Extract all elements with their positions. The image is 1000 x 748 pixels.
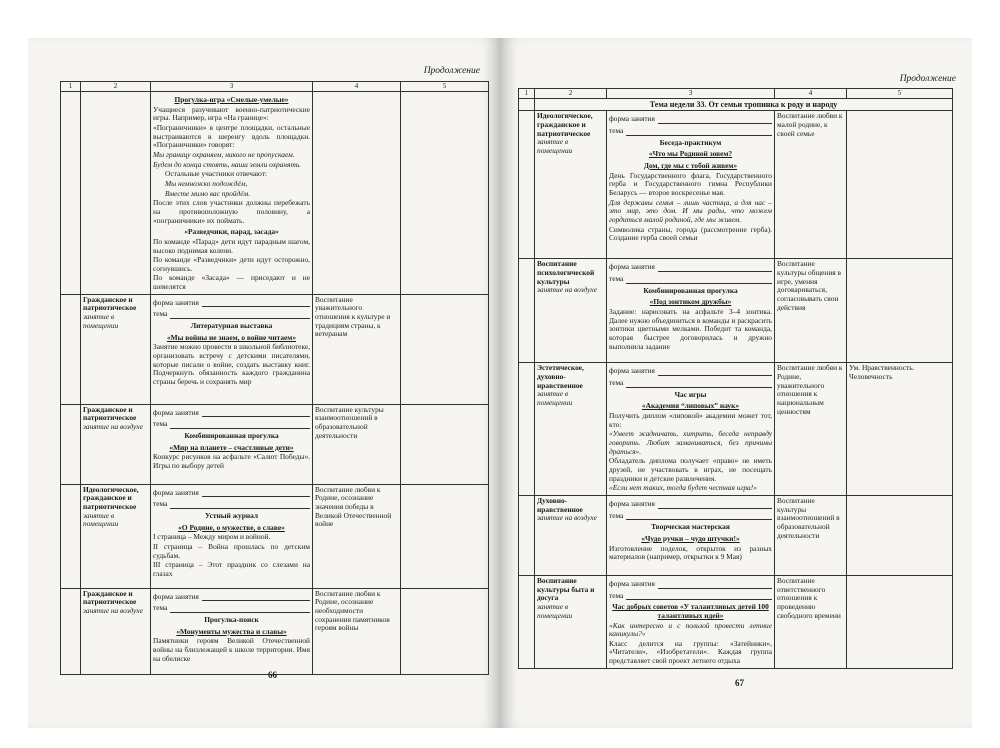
- theme-label: тема: [609, 378, 624, 388]
- fill-line: [626, 276, 772, 284]
- lesson-type: занятие в помещении: [537, 137, 573, 155]
- activity-cell: [151, 404, 313, 484]
- goal-cell: Воспитание культуры общения в игре, умения договариваться, согласовывать свои действия: [775, 259, 847, 363]
- fill-line: [626, 128, 772, 136]
- activity-cell: [607, 111, 775, 259]
- fill-line: [658, 501, 772, 509]
- activity-title: Литературная выставка: [190, 321, 273, 331]
- fill-line: [626, 592, 772, 600]
- week-theme: Тема недели 33. От семьи тропинка к роду и народу: [535, 99, 953, 111]
- left-page: [28, 38, 500, 728]
- direction-cell: [81, 484, 151, 588]
- table-row: [61, 294, 489, 404]
- goal-cell: Воспитание ответственного отношения к проведению свободного времени: [775, 575, 847, 668]
- activity-body: Конкурс рисунков на асфальте «Салют Победы». Игры по выбору детей: [153, 452, 310, 471]
- direction-label: Воспитание культуры быта и досуга: [537, 575, 595, 603]
- book-spread: [28, 38, 972, 728]
- theme-label: тема: [609, 274, 624, 284]
- form-label: форма занятия: [153, 407, 199, 417]
- activity-body: Получить диплом «липовой» академии может тот, кто:: [609, 410, 772, 429]
- continuation-label: Продолжение: [423, 66, 480, 76]
- direction-label: Духовно-нравственное: [537, 495, 583, 514]
- text-line: По команде «Засада» — приседают и не шевелятся: [153, 273, 310, 292]
- activity-cell: [151, 588, 313, 674]
- verse-line: Вместе мимо вас пройдём.: [165, 188, 251, 198]
- activity-body: Занятие можно провести в школьной библиотеке, организовать встречу с детскими писателями, которые писали о войне, создать выставку книг. Подчеркнуть обязанность каждого гражданина страны беречь и сохранять мир: [153, 342, 310, 387]
- activity-subtitle: «Монументы мужества и славы»: [176, 626, 287, 636]
- table-row: [519, 259, 953, 363]
- fill-line: [170, 311, 310, 319]
- activity-body: Задание: нарисовать на асфальте 3–4 зонтика. Далее нужно объединиться в команды и раскрасить зонтики цветными мелками. Победит та команда, которая быстрее договорилась и дружно выполнила задание: [609, 306, 772, 351]
- col-header: 1: [61, 82, 81, 92]
- theme-label: тема: [153, 309, 168, 319]
- lesson-type: занятие в помещении: [537, 389, 573, 407]
- right-table: [518, 88, 953, 669]
- verse-line: Мы немножко подождём,: [165, 178, 248, 188]
- activity-cell: [151, 92, 313, 295]
- direction-label: Эстетическое, духовно-нравственное: [537, 363, 584, 390]
- direction-cell: [535, 575, 607, 668]
- table-row: [519, 575, 953, 668]
- fill-line: [202, 489, 310, 497]
- activity-cell: [607, 575, 775, 668]
- activity-title: Комбинированная прогулка: [643, 285, 738, 295]
- activity-cell: [607, 259, 775, 363]
- activity-subtitle: «Что мы Родиной зовем?: [648, 149, 733, 159]
- activity-title: Прогулка-поиск: [204, 615, 259, 625]
- col-header: 4: [313, 82, 401, 92]
- fill-line: [202, 593, 310, 601]
- direction-label: Идеологическое, гражданское и патриотическое: [83, 484, 139, 512]
- activity-subtitle: «Разведчики, парад, засада»: [184, 227, 279, 237]
- fill-line: [202, 409, 310, 417]
- activity-subtitle: «Мир на планете – счастливые дети»: [169, 442, 294, 452]
- direction-label: Идеологическое, гражданское и патриотическое: [537, 111, 593, 138]
- theme-label: тема: [153, 419, 168, 429]
- fill-line: [658, 368, 772, 376]
- right-page: [500, 38, 972, 728]
- lesson-type: занятие на воздухе: [537, 285, 597, 295]
- page-number: 67: [735, 678, 744, 688]
- lesson-type: занятие в помещении: [83, 510, 119, 529]
- goal-cell: Воспитание уважительного отношения к культуре и традициям страны, к ветеранам: [313, 294, 401, 404]
- col-header: 2: [535, 89, 607, 99]
- activity-subtitle: «Мы войны не знаем, о войне читаем»: [166, 332, 297, 342]
- continuation-label: Продолжение: [899, 74, 956, 84]
- table-row: [61, 404, 489, 484]
- table-row: [61, 588, 489, 674]
- text-line: II страница – Война прошлась по детским судьбам.: [153, 542, 310, 560]
- direction-label: Гражданское и патриотическое: [83, 404, 137, 423]
- activity-title: Комбинированная прогулка: [184, 431, 279, 441]
- form-label: форма занятия: [153, 591, 199, 601]
- col-header: 3: [607, 89, 775, 99]
- col-header: 1: [519, 89, 535, 99]
- table-row: [61, 92, 489, 295]
- verse-line: «Умеет жадничать, хитрить, беседа неправду говорить. Любит заманиваться, без причины драться».: [609, 429, 772, 456]
- goal-cell: Воспитание любви к Родине, осознание значения победы в Великой Отечественной войне: [313, 484, 401, 588]
- text-line: «Пограничники» в центре площадки, остальные выстраиваются в шеренгу вдоль площадки. «Пограничники» говорят:: [153, 122, 310, 150]
- text-line: Остальные участники отвечают:: [165, 169, 267, 179]
- table-row: [519, 111, 953, 259]
- direction-label: Гражданское и патриотическое: [83, 588, 137, 607]
- goal-cell: Воспитание любви к Родине, осознание необходимости сохранения памятников героям войны: [313, 588, 401, 674]
- form-label: форма занятия: [609, 578, 655, 588]
- verse-line: «Если нет таких, тогда будет честная игра!»: [609, 483, 757, 493]
- text-line: I страница – Между миром и войной.: [153, 532, 271, 542]
- activity-body: Обладатель диплома получает «право» не иметь друзей, не участвовать в играх, не посещать праздники и детские развлечения.: [609, 456, 772, 483]
- fill-line: [626, 380, 772, 388]
- left-table: [60, 81, 489, 675]
- goal-cell: Воспитание культуры взаимоотношений в образовательной деятельности: [313, 404, 401, 484]
- lesson-type: занятие на воздухе: [83, 606, 143, 616]
- page-number: 66: [268, 670, 277, 680]
- goal-cell: Воспитание любви к малой родине, к своей семье: [775, 111, 847, 259]
- direction-cell: [535, 363, 607, 496]
- activity-subtitle: «О Родине, о мужестве, о славе»: [178, 522, 285, 532]
- activity-cell: [151, 294, 313, 404]
- verse-line: «Как интересно и с пользой провести летние каникулы?»: [609, 620, 772, 639]
- activity-title: Час игры: [674, 389, 707, 399]
- col-header: 2: [81, 82, 151, 92]
- col-header: 4: [775, 89, 847, 99]
- table-row: [61, 484, 489, 588]
- form-label: форма занятия: [609, 498, 655, 508]
- table-row: [519, 495, 953, 575]
- direction-cell: [535, 111, 607, 259]
- text-line: После этих слов участники должны перебежать на противоположную половину, а «пограничники» их поймать.: [153, 198, 310, 225]
- activity-body: Изготовление поделок, открыток из разных материалов (например, открытки к 9 Мая): [609, 543, 772, 562]
- verse-line: Мы границу охраняем, никого не пропускаем.: [153, 149, 295, 159]
- form-label: форма занятия: [153, 487, 199, 497]
- fill-line: [626, 512, 772, 520]
- goal-cell: Воспитание культуры взаимоотношений в образовательной деятельности: [775, 495, 847, 575]
- direction-cell: [81, 294, 151, 404]
- activity-cell: [151, 484, 313, 588]
- activity-body: Символика страны, города (рассмотрение герба). Создание герба своей семьи: [609, 224, 772, 243]
- verse-line: Для державы семья – лишь частица, а для нас – это мир, это дом. И мы рады, что можем гордиться малой родиной, где мы живем.: [609, 197, 772, 224]
- col-header: 3: [151, 82, 313, 92]
- fill-line: [170, 605, 310, 613]
- activity-subtitle: «Под зонтиком дружбы»: [649, 297, 732, 307]
- direction-label: Гражданское и патриотическое: [83, 294, 137, 313]
- fill-line: [658, 581, 772, 589]
- fill-line: [170, 501, 310, 509]
- col-header: 5: [847, 89, 953, 99]
- fill-line: [170, 421, 310, 429]
- activity-subtitle: «Чудо ручки – чудо штучки!»: [641, 533, 740, 543]
- direction-cell: [535, 259, 607, 363]
- table-header-row: [519, 89, 953, 99]
- activity-subtitle: Дом, где мы с тобой живем»: [643, 160, 738, 170]
- text-line: По команде «Разведчики» дети идут осторожно, согнувшись.: [153, 255, 310, 273]
- direction-cell: [81, 404, 151, 484]
- table-header-row: [61, 82, 489, 92]
- activity-body: Памятники героям Великой Отечественной войны на близлежащей к школе территории. Имя на обелиске: [153, 636, 310, 663]
- fill-line: [658, 264, 772, 272]
- activity-body: Класс делится на группы: «Затейники», «Читатели», «Изобретатели». Каждая группа представляет свой проект летнего отдыха: [609, 638, 772, 666]
- activity-body: День Государственного флага, Государственного герба и Государственного гимна Республики Беларусь — второе воскресенье мая.: [609, 170, 772, 197]
- week-theme-row: [519, 99, 953, 111]
- fill-line: [658, 116, 772, 124]
- form-label: форма занятия: [609, 366, 655, 376]
- text-line: По команде «Парад» дети идут парадным шагом, высоко поднимая колени.: [153, 236, 310, 255]
- text-line: III страница – Этот праздник со слезами на глазах: [153, 560, 310, 579]
- theme-label: тема: [153, 499, 168, 509]
- lesson-type: занятие в помещении: [83, 312, 119, 330]
- fill-line: [202, 299, 310, 307]
- activity-cell: [607, 495, 775, 575]
- form-label: форма занятия: [153, 297, 199, 307]
- activity-title: Устный журнал: [204, 511, 258, 521]
- table-row: [519, 363, 953, 496]
- form-label: форма занятия: [609, 262, 655, 272]
- theme-label: тема: [609, 126, 624, 136]
- form-label: форма занятия: [609, 114, 655, 124]
- verse-line: Будем до конца стоять, наши земли охранять.: [153, 159, 302, 169]
- activity-subtitle: «Академия “липовых” наук»: [641, 401, 740, 411]
- direction-cell: [535, 495, 607, 575]
- direction-cell: [81, 588, 151, 674]
- goal-cell: Воспитание любви к Родине, уважительного отношения к национальным ценностям: [775, 363, 847, 496]
- col-header: 5: [401, 82, 489, 92]
- lesson-type: занятие на воздухе: [537, 513, 597, 523]
- activity-cell: [607, 363, 775, 496]
- direction-label: Воспитание психологической культуры: [537, 259, 595, 286]
- activity-title: Беседа-практикум: [659, 137, 722, 147]
- activity-title: Прогулка-игра «Смелые-умелые»: [174, 95, 289, 104]
- activity-title: Час добрых советов «У талантливых детей 100 талантливых идей»: [612, 602, 769, 620]
- lesson-type: занятие на воздухе: [83, 422, 143, 432]
- text-line: Учащиеся разучивают военно-патриотические игры. Например, игра «На границе»:: [153, 104, 310, 123]
- values-cell: Ум. Нравственность. Человечность: [847, 363, 953, 496]
- lesson-type: занятие в помещении: [537, 601, 573, 620]
- theme-label: тема: [153, 603, 168, 613]
- activity-title: Творческая мастерская: [651, 522, 730, 532]
- theme-label: тема: [609, 590, 624, 600]
- theme-label: тема: [609, 510, 624, 520]
